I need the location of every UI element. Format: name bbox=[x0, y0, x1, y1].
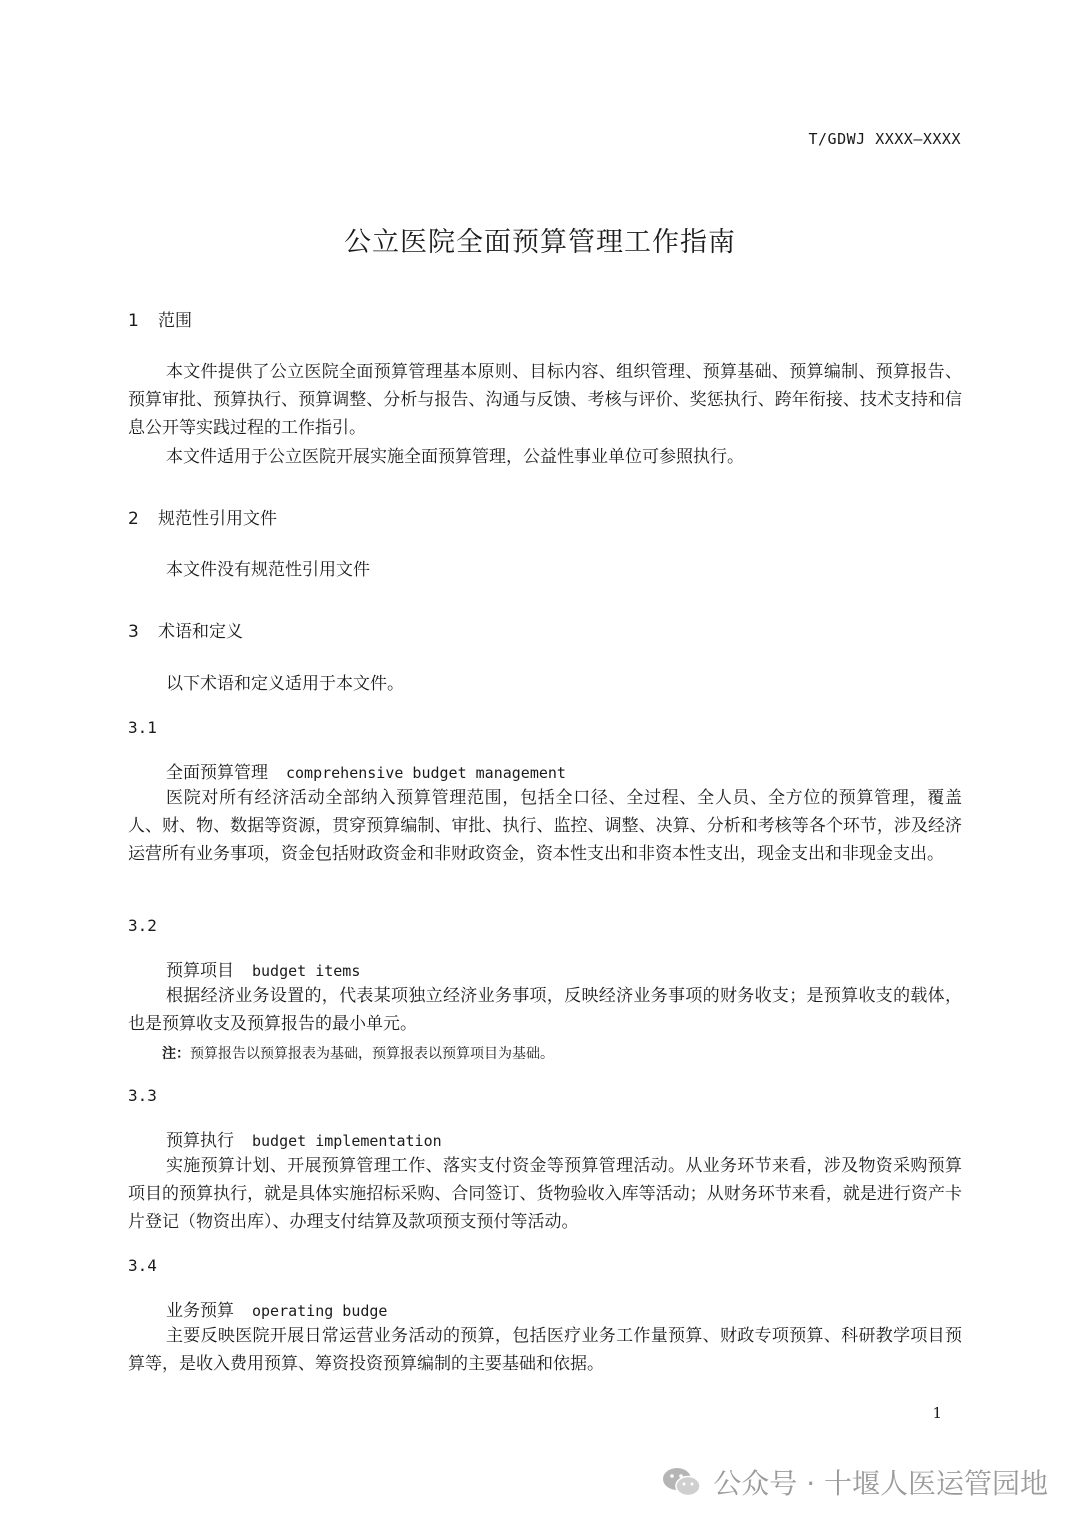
paragraph-scope-2: 本文件适用于公立医院开展实施全面预算管理，公益性事业单位可参照执行。 bbox=[166, 447, 744, 467]
section-title: 规范性引用文件 bbox=[158, 509, 277, 529]
term-definition: 根据经济业务设置的，代表某项独立经济业务事项，反映经济业务事项的财务收支；是预算收支的载体，也是预算收支及预算报告的最小单元。 bbox=[128, 986, 962, 1034]
document-number: T/GDWJ XXXX—XXXX bbox=[808, 130, 961, 148]
section-heading-normative-references bbox=[128, 504, 277, 529]
term-heading bbox=[166, 1126, 442, 1151]
section-title: 范围 bbox=[158, 311, 192, 331]
paragraph-scope-1: 本文件提供了公立医院全面预算管理基本原则、目标内容、组织管理、预算基础、预算编制、预算报告、预算审批、预算执行、预算调整、分析与报告、沟通与反馈、考核与评价、奖惩执行、跨年衔接、技术支持和信息公开等实践过程的工作指引。 bbox=[128, 362, 962, 438]
section-number: 3 bbox=[128, 622, 139, 642]
watermark bbox=[661, 1462, 1048, 1502]
note-text: 预算报告以预算报表为基础，预算报表以预算项目为基础。 bbox=[190, 1046, 554, 1062]
term-zh: 全面预算管理 bbox=[166, 763, 268, 783]
term-zh: 预算项目 bbox=[166, 961, 234, 981]
term-en: budget implementation bbox=[252, 1132, 442, 1150]
section-heading-terms bbox=[128, 617, 243, 642]
term-en: operating budge bbox=[252, 1302, 388, 1320]
wechat-icon bbox=[661, 1465, 703, 1499]
term-definition: 实施预算计划、开展预算管理工作、落实支付资金等预算管理活动。从业务环节来看，涉及物资采购预算项目的预算执行，就是具体实施招标采购、合同签订、货物验收入库等活动；从财务环节来看，就是进行资产卡片登记（物资出库）、办理支付结算及款项预支预付等活动。 bbox=[128, 1156, 962, 1232]
section-title: 术语和定义 bbox=[158, 622, 243, 642]
term-en: comprehensive budget management bbox=[286, 764, 566, 782]
section-number: 2 bbox=[128, 509, 139, 529]
term-definition: 主要反映医院开展日常运营业务活动的预算，包括医疗业务工作量预算、财政专项预算、科研教学项目预算等，是收入费用预算、筹资投资预算编制的主要基础和依据。 bbox=[128, 1326, 962, 1374]
term-number: 3.2 bbox=[128, 916, 157, 935]
term-note bbox=[162, 1043, 554, 1063]
section-number: 1 bbox=[128, 311, 139, 331]
term-heading bbox=[166, 758, 566, 783]
section-heading-scope bbox=[128, 306, 192, 331]
term-number: 3.4 bbox=[128, 1256, 157, 1275]
page-title: 公立医院全面预算管理工作指南 bbox=[344, 227, 736, 258]
term-number: 3.1 bbox=[128, 718, 157, 737]
page-number: 1 bbox=[932, 1404, 942, 1422]
paragraph-terms-intro: 以下术语和定义适用于本文件。 bbox=[166, 674, 404, 694]
term-en: budget items bbox=[252, 962, 361, 980]
watermark-text: 公众号 · 十堰人医运管园地 bbox=[713, 1467, 1048, 1500]
note-label: 注： bbox=[162, 1046, 190, 1062]
term-heading bbox=[166, 1296, 387, 1321]
paragraph-normative-references: 本文件没有规范性引用文件 bbox=[166, 560, 370, 580]
term-definition: 医院对所有经济活动全部纳入预算管理范围，包括全口径、全过程、全人员、全方位的预算管理，覆盖人、财、物、数据等资源，贯穿预算编制、审批、执行、监控、调整、决算、分析和考核等各个环节，涉及经济运营所有业务事项，资金包括财政资金和非财政资金，资本性支出和非资本性支出，现金支出和非现金支出。 bbox=[128, 788, 962, 864]
term-zh: 预算执行 bbox=[166, 1131, 234, 1151]
term-heading bbox=[166, 956, 360, 981]
term-number: 3.3 bbox=[128, 1086, 157, 1105]
term-zh: 业务预算 bbox=[166, 1301, 234, 1321]
